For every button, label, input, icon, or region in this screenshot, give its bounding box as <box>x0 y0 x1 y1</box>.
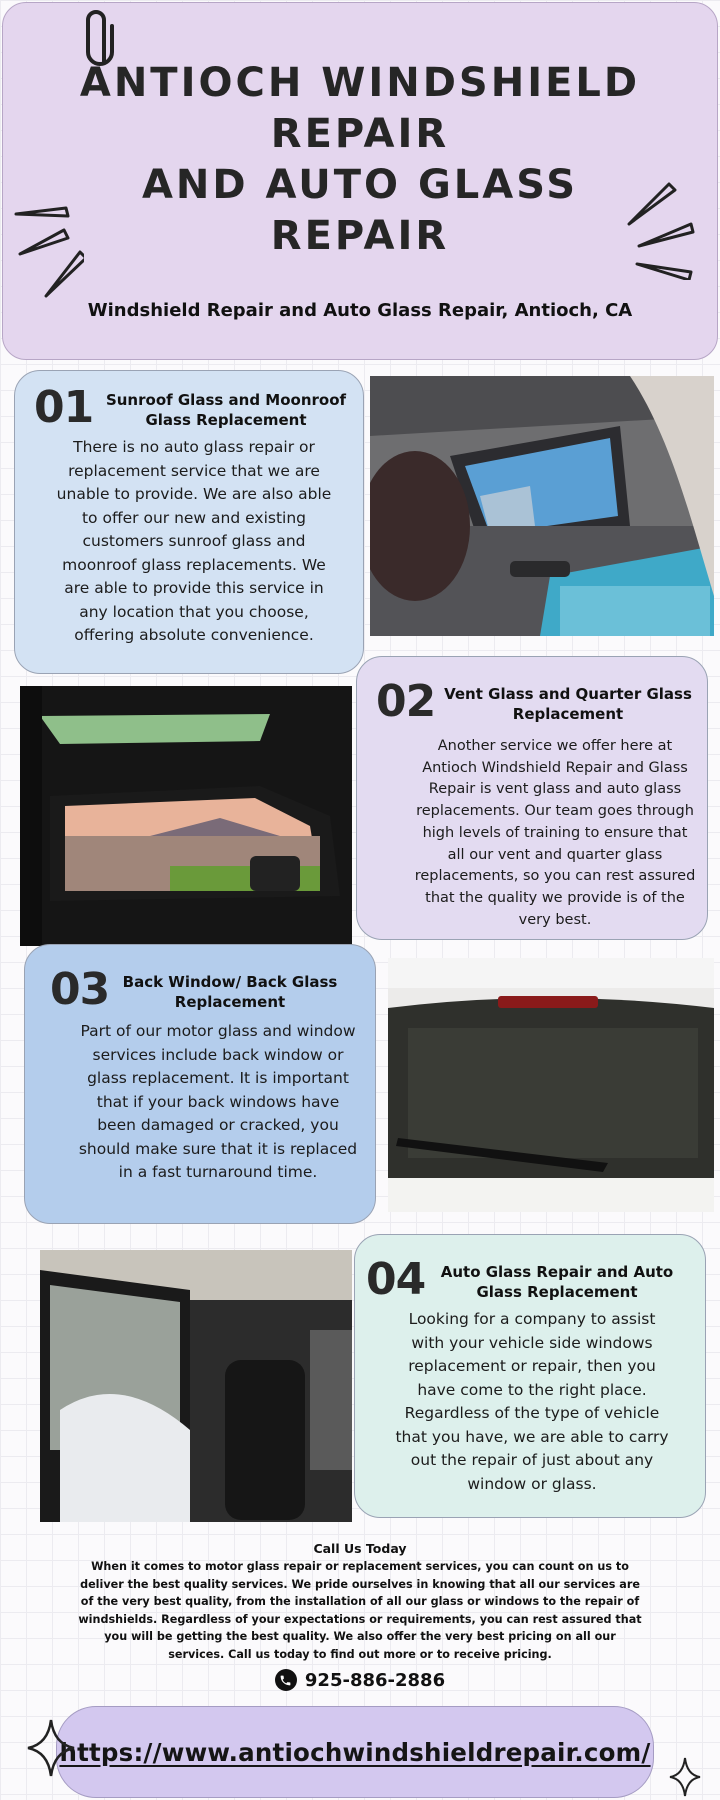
four-point-star-icon <box>668 1756 702 1798</box>
section-title: Auto Glass Repair and Auto Glass Replacement <box>440 1263 674 1301</box>
call-title: Call Us Today <box>313 1541 407 1556</box>
sparkle-lines-icon <box>625 180 695 280</box>
website-link-pill[interactable] <box>56 1706 654 1798</box>
phone-row[interactable] <box>0 1668 720 1692</box>
back-window-photo <box>388 958 714 1212</box>
phone-number: 925-886-2886 <box>304 1669 446 1691</box>
call-body: When it comes to motor glass repair or replacement services, you can count on us to deliver the best quality services. We pride ourselves in knowing that all our services are of the very best quality, from the installation of all our glass or windows to the repair of windshields. Regardless of your expectations or requirements, you can rest assured that you will be getting the best quality. We also offer the very best pricing on all our services. Call us today to find out more or to receive pricing. <box>78 1560 642 1661</box>
sunroof-photo <box>370 376 714 636</box>
phone-icon <box>275 1669 297 1691</box>
section-number: 03 <box>50 964 110 1015</box>
vent-glass-photo <box>20 686 352 946</box>
page-title: ANTIOCH WINDSHIELD REPAIR AND AUTO GLASS REPAIR <box>79 60 641 259</box>
section-number: 02 <box>376 676 436 727</box>
website-url[interactable]: https://www.antiochwindshieldrepair.com/ <box>59 1737 651 1767</box>
section-title: Sunroof Glass and Moonroof Glass Replacement <box>105 391 347 429</box>
section-body: Part of our motor glass and window services include back window or glass replacement. It is important that if your back windows have been damaged or cracked, you should make sure that it is replaced in a fast turnaround time. <box>78 1022 358 1181</box>
section-number: 01 <box>34 382 94 433</box>
section-title: Vent Glass and Quarter Glass Replacement <box>444 685 692 723</box>
subtitle: Windshield Repair and Auto Glass Repair, Antioch, CA <box>87 300 633 321</box>
four-point-star-icon <box>26 1718 76 1778</box>
side-window-photo <box>40 1250 352 1522</box>
section-body: Another service we offer here at Antioch Windshield Repair and Glass Repair is vent glass and auto glass replacements. Our team goes through high levels of training to ensure that all our vent and quarter glass replacements, so you can rest assured that the quality we provide is of the very best. <box>414 738 696 928</box>
section-number: 04 <box>366 1254 426 1305</box>
section-body: Looking for a company to assist with your vehicle side windows replacement or repair, then you have come to the right place. Regardless of the type of vehicle that you have, we are able to carry out the repair of just about any window or glass. <box>395 1310 669 1493</box>
section-body: There is no auto glass repair or replacement service that we are unable to provide. We are also able to offer our new and existing customers sunroof glass and moonroof glass replacements. We are able to provide this service in any location that you choose, offering absolute convenience. <box>56 438 332 644</box>
section-title: Back Window/ Back Glass Replacement <box>122 973 338 1011</box>
sparkle-lines-icon <box>14 200 84 300</box>
